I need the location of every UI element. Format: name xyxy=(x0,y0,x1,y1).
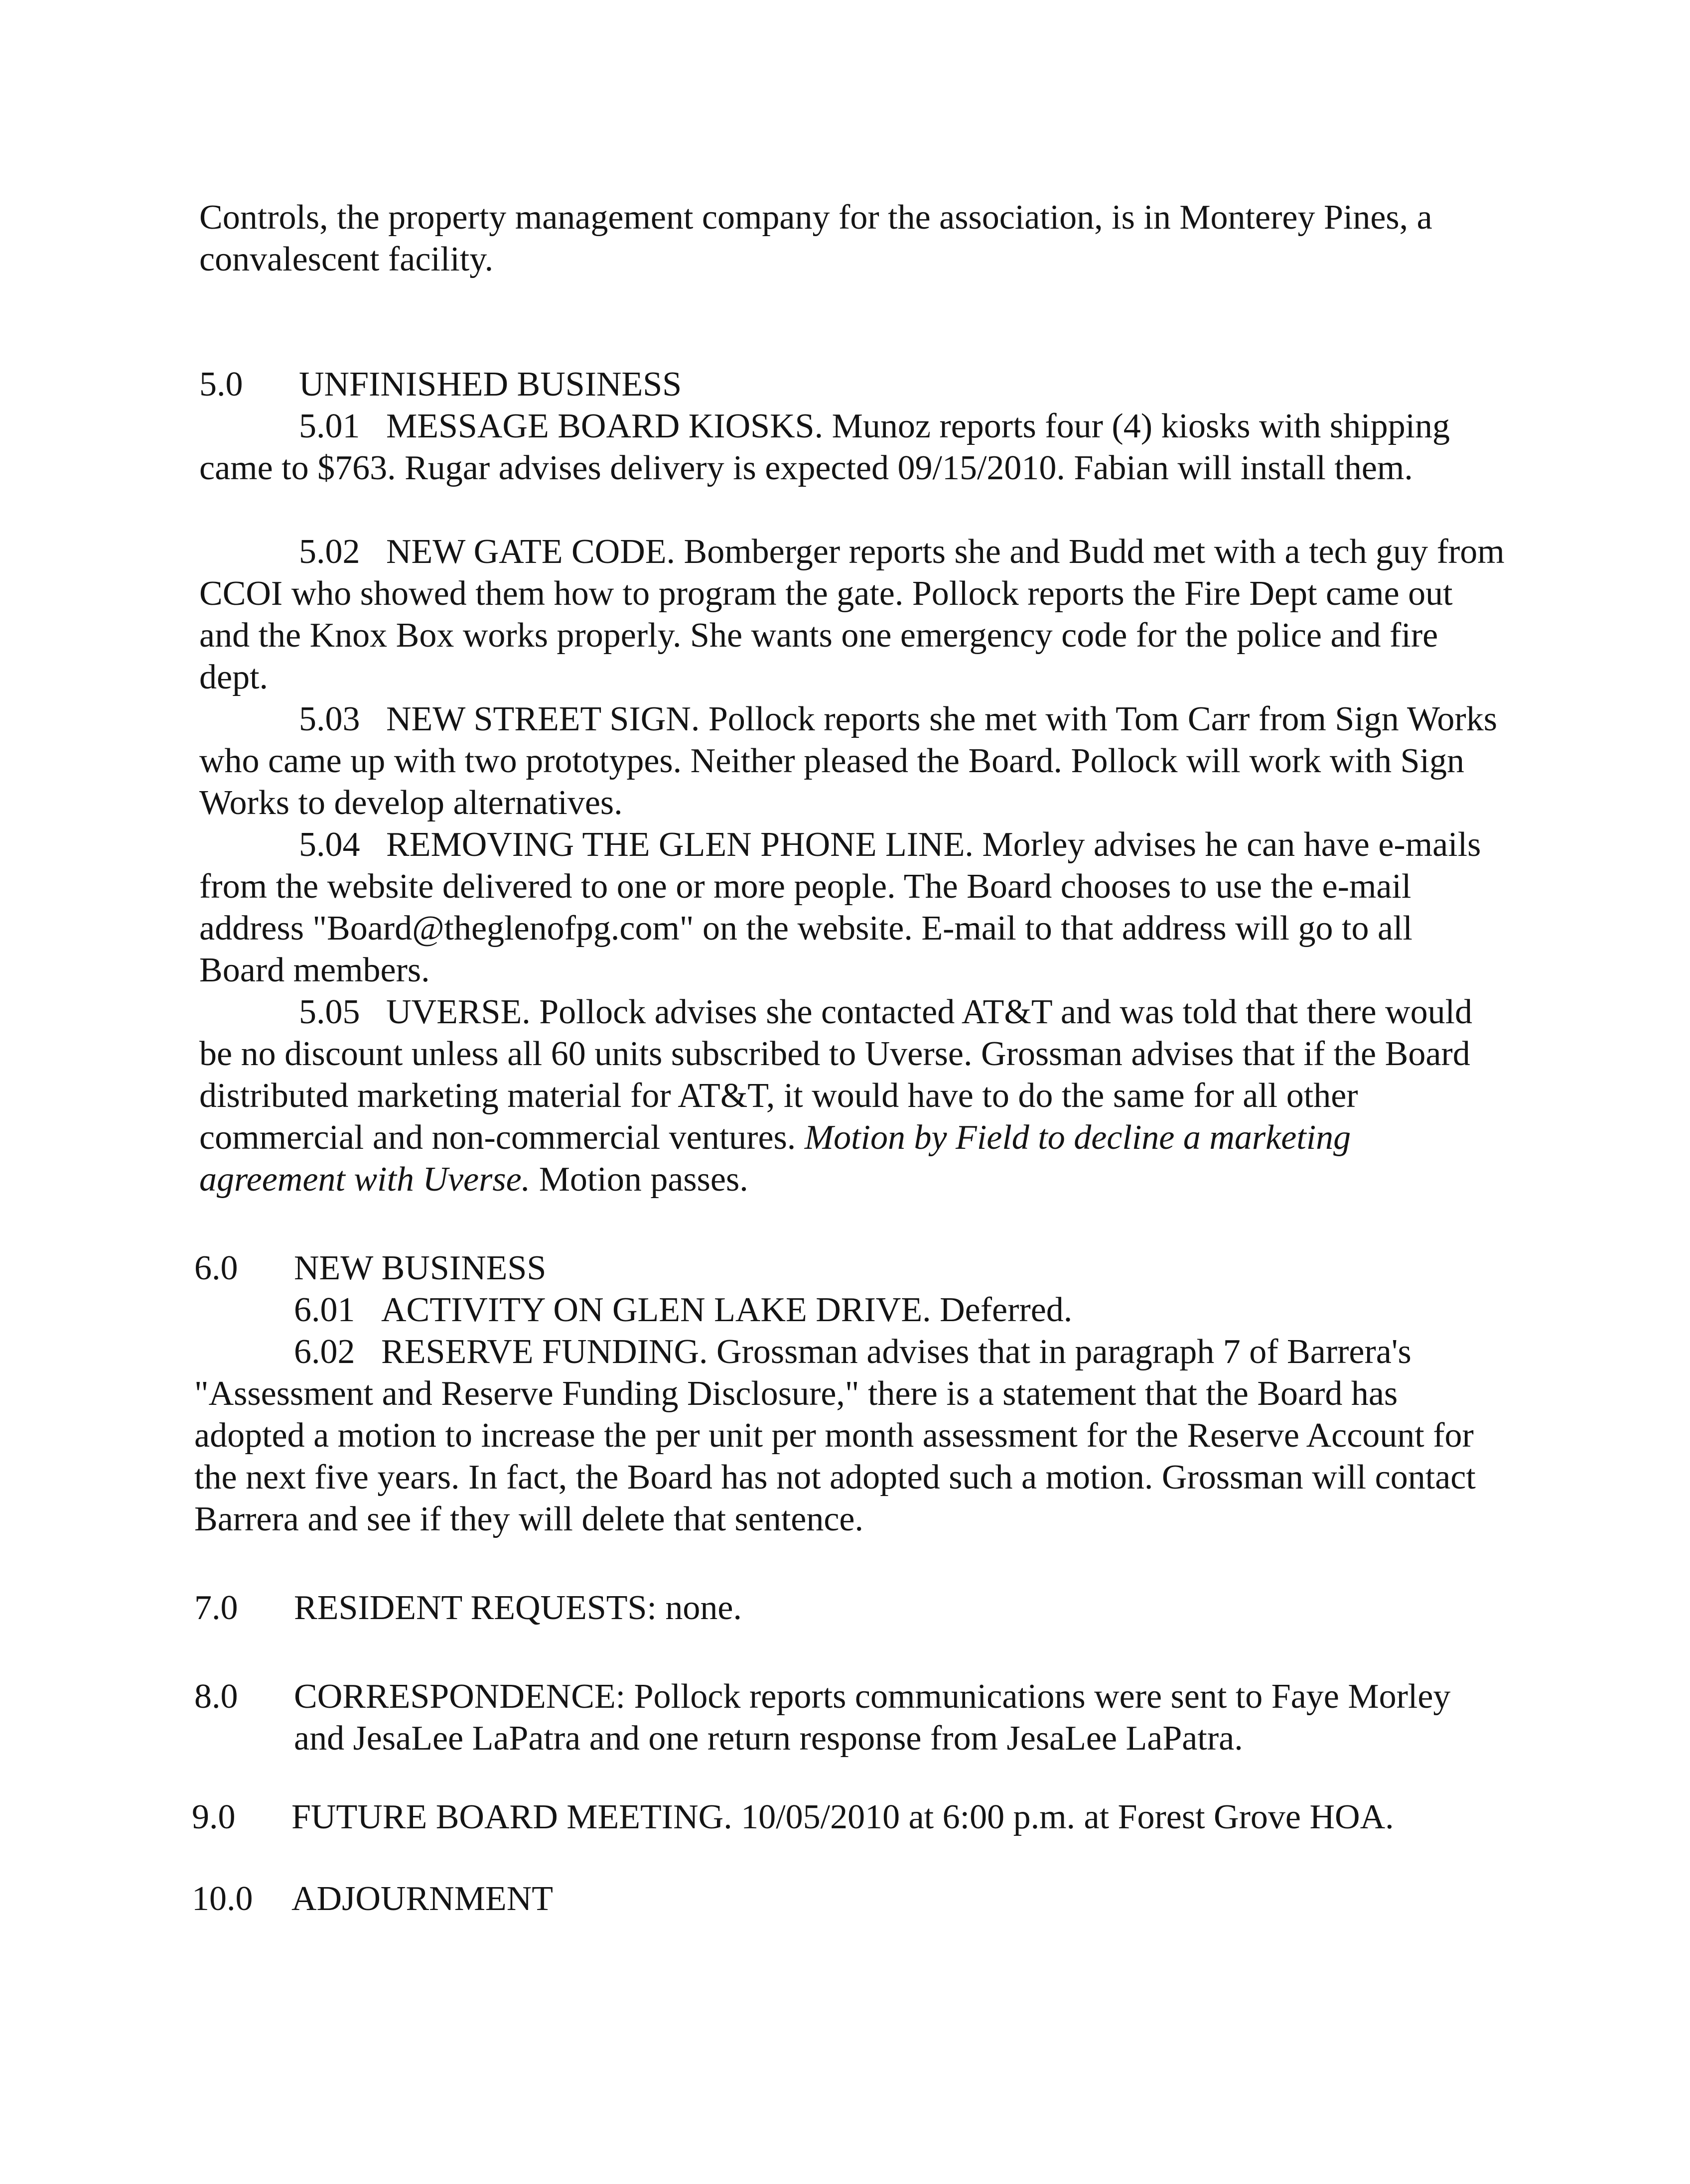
item-text: NEW GATE CODE. Bomberger reports she and Budd met with a tech guy from CCOI who showed them how to program the gate. Pollock reports the Fire Dept came out and the Knox Box works properly. She wants one emergency code for the police and fire dept. xyxy=(199,533,1505,696)
item-text: NEW STREET SIGN. Pollock reports she met with Tom Carr from Sign Works who came up with two prototypes. Neither pleased the Board. Pollock will work with Sign Works to develop alternatives. xyxy=(199,700,1497,822)
item-text: UVERSE. Pollock advises she contacted AT&T and was told that there would be no discount unless all 60 units subscribed to Uverse. Grossman advises that if the Board distributed marketing material for AT&T, it would have to do the same for all other commercial and non-commercial ventures. xyxy=(199,993,1473,1157)
section-text: RESIDENT REQUESTS: none. xyxy=(294,1589,742,1627)
item-number: 6.01 xyxy=(294,1291,355,1329)
section-resident-requests xyxy=(194,1587,1500,1629)
item-number: 5.03 xyxy=(299,700,360,738)
section-number: 6.0 xyxy=(194,1249,238,1287)
item-5-05 xyxy=(199,991,1505,1201)
item-5-04 xyxy=(199,824,1505,991)
section-number: 7.0 xyxy=(194,1589,238,1627)
section-correspondence xyxy=(194,1676,1500,1760)
section-number: 9.0 xyxy=(192,1798,236,1836)
item-6-02 xyxy=(194,1331,1500,1540)
section-text: FUTURE BOARD MEETING. 10/05/2010 at 6:00 p.m. at Forest Grove HOA. xyxy=(291,1798,1394,1836)
item-number: 5.01 xyxy=(299,407,360,445)
section-future-board-meeting xyxy=(192,1796,1497,1838)
item-number: 5.02 xyxy=(299,533,360,571)
item-number: 6.02 xyxy=(294,1333,355,1371)
section-number: 8.0 xyxy=(194,1677,238,1716)
section-number: 10.0 xyxy=(192,1880,253,1918)
motion-result: Motion passes. xyxy=(530,1160,748,1199)
motion-text: Motion by Field to decline a marketing agreement with Uverse. xyxy=(199,1118,1351,1199)
item-5-02 xyxy=(199,531,1505,698)
section-text: CORRESPONDENCE: Pollock reports communications were sent to Faye Morley and JesaLee LaPatra and one return response from JesaLee LaPatra. xyxy=(294,1677,1451,1758)
item-5-03 xyxy=(199,698,1505,824)
item-6-01 xyxy=(194,1289,1500,1331)
item-number: 5.05 xyxy=(299,993,360,1031)
section-number: 5.0 xyxy=(199,365,243,404)
item-5-01 xyxy=(199,406,1505,489)
item-text: RESERVE FUNDING. Grossman advises that in paragraph 7 of Barrera's "Assessment and Reserve Funding Disclosure," there is a statement that the Board has adopted a motion to increase the per unit per month assessment for the Reserve Account for the next five years. In fact, the Board has not adopted such a motion. Grossman will contact Barrera and see if they will delete that sentence. xyxy=(194,1333,1476,1538)
intro-paragraph: Controls, the property management company for the association, is in Monterey Pines, a convalescent facility. xyxy=(199,198,1432,278)
item-text: REMOVING THE GLEN PHONE LINE. Morley advises he can have e-mails from the website delivered to one or more people. The Board chooses to use the e-mail address "Board@theglenofpg.com" on the website. E-mail to that address will go to all Board members. xyxy=(199,825,1481,989)
item-text: MESSAGE BOARD KIOSKS. Munoz reports four (4) kiosks with shipping came to $763. Rugar advises delivery is expected 09/15/2010. Fabian will install them. xyxy=(199,407,1450,487)
item-text: ACTIVITY ON GLEN LAKE DRIVE. Deferred. xyxy=(381,1291,1073,1329)
section-adjournment xyxy=(192,1878,1497,1920)
section-title: NEW BUSINESS xyxy=(294,1249,547,1287)
section-text: ADJOURNMENT xyxy=(291,1880,553,1918)
section-title: UNFINISHED BUSINESS xyxy=(299,365,682,404)
item-number: 5.04 xyxy=(299,825,360,864)
